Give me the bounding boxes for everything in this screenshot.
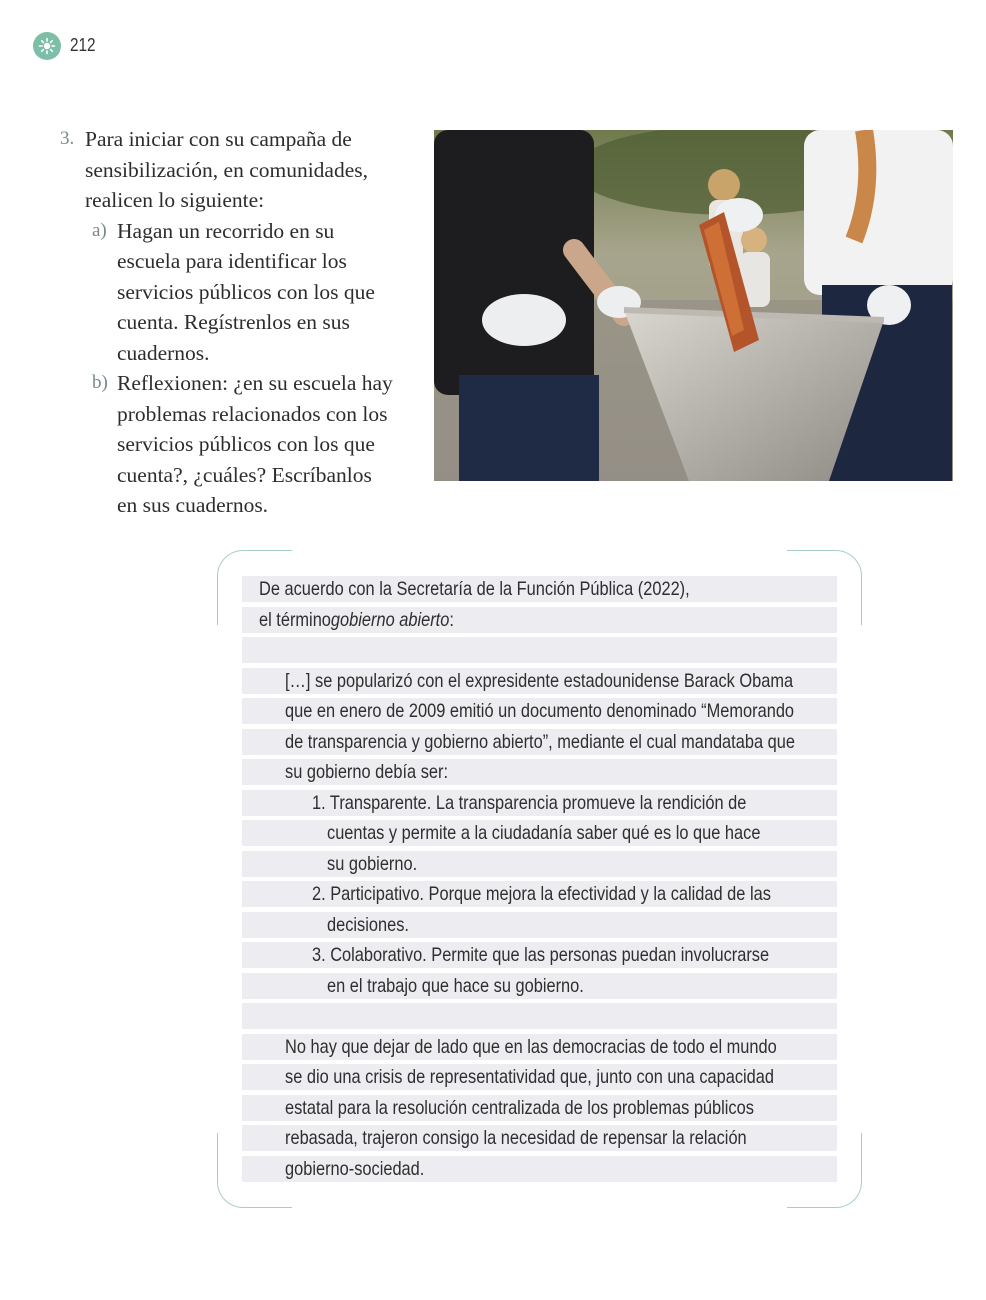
text-line: servicios públicos con los que — [117, 432, 375, 456]
intro-text — [259, 607, 454, 633]
list-item-cont — [242, 820, 837, 846]
quote-box — [242, 576, 837, 1186]
cite-text: su gobierno debía ser: — [285, 761, 449, 783]
cite-line — [242, 759, 837, 785]
closing-line — [242, 1095, 837, 1121]
activity-lead — [85, 124, 410, 216]
text-line: escuela para identificar los — [117, 249, 347, 273]
intro-term: gobierno abierto — [330, 608, 450, 631]
list-item-text: 1. Transparente. La transparencia promueve la rendición de — [312, 791, 747, 814]
page-number: 212 — [70, 35, 96, 55]
section-badge-icon — [33, 32, 61, 60]
list-item — [242, 942, 837, 968]
cite-line — [242, 698, 837, 724]
closing-line — [242, 1125, 837, 1151]
text-line: Hagan un recorrido en su — [117, 218, 335, 243]
volunteers-cleanup-photo — [434, 130, 953, 481]
closing-line — [242, 1156, 837, 1182]
closing-line — [242, 1064, 837, 1090]
cite-text: que en enero de 2009 emitió un documento denominado “Memorando — [285, 700, 795, 722]
item-marker: b) — [92, 372, 108, 393]
text-line: realicen lo siguiente: — [85, 188, 265, 212]
closing-text: se dio una crisis de representatividad que, junto con una capacidad — [285, 1066, 774, 1088]
blank-line — [242, 637, 837, 663]
activity-item-b — [92, 368, 410, 521]
activity-number: 3. — [60, 128, 75, 149]
list-item — [242, 790, 837, 816]
closing-text: No hay que dejar de lado que en las democracias de todo el mundo — [285, 1035, 777, 1058]
intro-text-pre: el término — [259, 608, 331, 631]
list-item-cont — [242, 973, 837, 999]
cite-line — [242, 729, 837, 755]
text-line: sensibilización, en comunidades, — [85, 157, 369, 182]
activity-instructions — [60, 124, 410, 521]
text-line: servicios públicos con los que — [117, 279, 375, 304]
activity-item-a — [92, 216, 410, 369]
list-item-text: 3. Colaborativo. Permite que las personas puedan involucrarse — [312, 944, 770, 966]
closing-line — [242, 1034, 837, 1060]
text-line: cuadernos. — [117, 340, 210, 365]
text-line: cuenta?, ¿cuáles? Escríbanlos — [117, 462, 372, 487]
text-line: en sus cuadernos. — [117, 493, 269, 517]
list-item — [242, 881, 837, 907]
list-item-text: en el trabajo que hace su gobierno. — [327, 974, 584, 997]
list-item-text: decisiones. — [327, 913, 409, 936]
item-marker: a) — [92, 219, 107, 241]
cite-text: […] se popularizó con el expresidente estadounidense Barack Obama — [285, 669, 794, 692]
cite-text: de transparencia y gobierno abierto”, mediante el cual mandataba que — [285, 730, 795, 753]
closing-text: estatal para la resolución centralizada de los problemas públicos — [285, 1096, 754, 1119]
text-line: Para iniciar con su campaña de — [85, 127, 352, 151]
text-line: cuenta. Regístrenlos en sus — [117, 310, 350, 334]
list-item-text: su gobierno. — [327, 852, 418, 875]
closing-text: gobierno-sociedad. — [285, 1157, 425, 1180]
intro-text-post: : — [449, 608, 454, 631]
list-item-text: cuentas y permite a la ciudadanía saber qué es lo que hace — [327, 822, 761, 844]
list-item-cont — [242, 912, 837, 938]
text-line: problemas relacionados con los — [117, 401, 388, 426]
text-line: Reflexionen: ¿en su escuela hay — [117, 371, 393, 395]
quote-intro-line — [242, 576, 837, 602]
quote-intro-line — [242, 607, 837, 633]
list-item-cont — [242, 851, 837, 877]
blank-line — [242, 1003, 837, 1029]
closing-text: rebasada, trajeron consigo la necesidad de repensar la relación — [285, 1127, 747, 1149]
cite-line — [242, 668, 837, 694]
list-item-text: 2. Participativo. Porque mejora la efectividad y la calidad de las — [312, 883, 771, 905]
intro-text: De acuerdo con la Secretaría de la Función Pública (2022), — [259, 578, 690, 600]
